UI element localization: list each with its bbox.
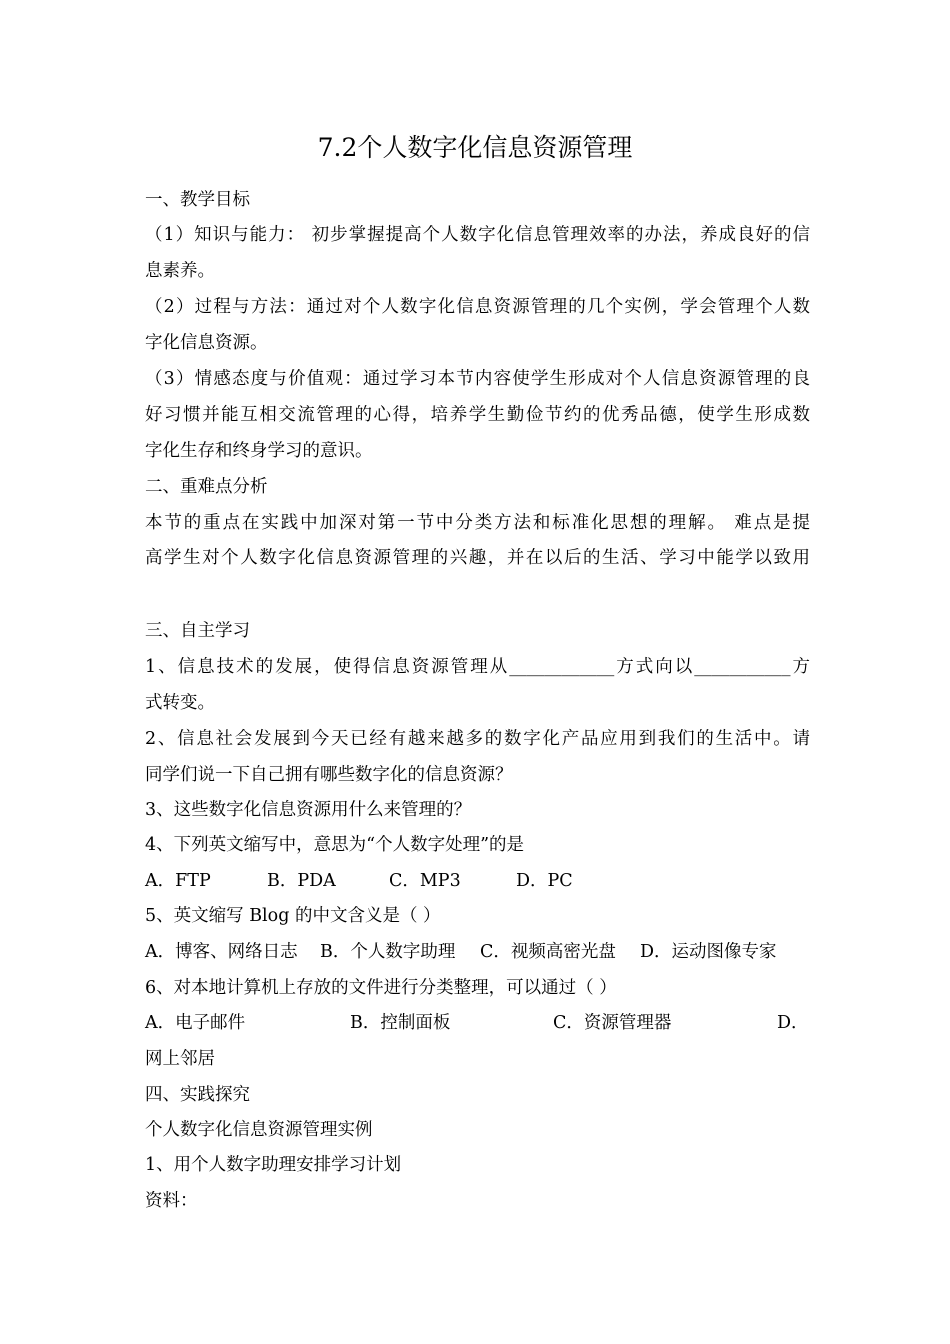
goal-process-line-2: 字化信息资源。: [145, 333, 268, 353]
document-title: 7.2个人数字化信息资源管理: [317, 133, 633, 162]
question-3: 3、这些数字化信息资源用什么来管理的？: [145, 800, 472, 820]
question-2-line-1: 2、信息社会发展到今天已经有越来越多的数字化产品应用到我们的生活中。请: [145, 729, 810, 749]
question-5-option-b: B．个人数字助理: [320, 942, 456, 962]
section-heading-key-points: 二、重难点分析: [145, 477, 268, 497]
goal-attitude-line-2: 好习惯并能互相交流管理的心得，培养学生勤俭节约的优秀品德，使学生形成数: [145, 405, 810, 425]
goal-attitude-line-3: 字化生存和终身学习的意识。: [145, 441, 373, 461]
question-6-option-d: D．: [777, 1013, 809, 1033]
question-4-option-a: A．FTP: [145, 871, 211, 891]
question-6-option-a: A．电子邮件: [145, 1013, 246, 1033]
section-heading-teaching-goals: 一、教学目标: [145, 190, 250, 210]
section-heading-practice: 四、实践探究: [145, 1085, 250, 1105]
question-4: 4、下列英文缩写中，意思为“个人数字处理”的是: [145, 835, 525, 855]
practice-material-label: 资料：: [145, 1191, 198, 1211]
question-1-line-2: 式转变。: [145, 693, 215, 713]
goal-knowledge-line-1: （1）知识与能力： 初步掌握提高个人数字化信息管理效率的办法，养成良好的信: [145, 225, 810, 245]
question-4-option-d: D．PC: [516, 871, 573, 891]
practice-subtitle: 个人数字化信息资源管理实例: [145, 1120, 373, 1140]
question-5-option-c: C．视频高密光盘: [480, 942, 616, 962]
question-4-option-c: C．MP3: [389, 871, 461, 891]
goal-process-line-1: （2）过程与方法：通过对个人数字化信息资源管理的几个实例，学会管理个人数: [145, 297, 810, 317]
question-5: 5、英文缩写 Blog 的中文含义是（ ）: [145, 906, 441, 926]
question-5-option-d: D．运动图像专家: [640, 942, 777, 962]
question-1-line-1: 1、信息技术的发展，使得信息资源管理从____________方式向以___________方: [145, 657, 810, 677]
practice-item-1: 1、用个人数字助理安排学习计划: [145, 1155, 402, 1175]
question-2-line-2: 同学们说一下自己拥有哪些数字化的信息资源？: [145, 765, 513, 785]
question-4-option-b: B．PDA: [267, 871, 336, 891]
key-points-line-1: 本节的重点在实践中加深对第一节中分类方法和标准化思想的理解。 难点是提: [145, 513, 810, 533]
section-heading-self-study: 三、自主学习: [145, 621, 250, 641]
question-6-option-c: C．资源管理器: [553, 1013, 672, 1033]
question-6: 6、对本地计算机上存放的文件进行分类整理，可以通过（ ）: [145, 978, 617, 998]
question-6-option-b: B．控制面板: [350, 1013, 451, 1033]
question-5-option-a: A．博客、网络日志: [145, 942, 298, 962]
goal-attitude-line-1: （3）情感态度与价值观：通过学习本节内容使学生形成对个人信息资源管理的良: [145, 369, 810, 389]
goal-knowledge-line-2: 息素养。: [145, 261, 215, 281]
question-6-option-d-wrap: 网上邻居: [145, 1049, 215, 1069]
key-points-line-2: 高学生对个人数字化信息资源管理的兴趣，并在以后的生活、学习中能学以致用: [145, 548, 810, 568]
